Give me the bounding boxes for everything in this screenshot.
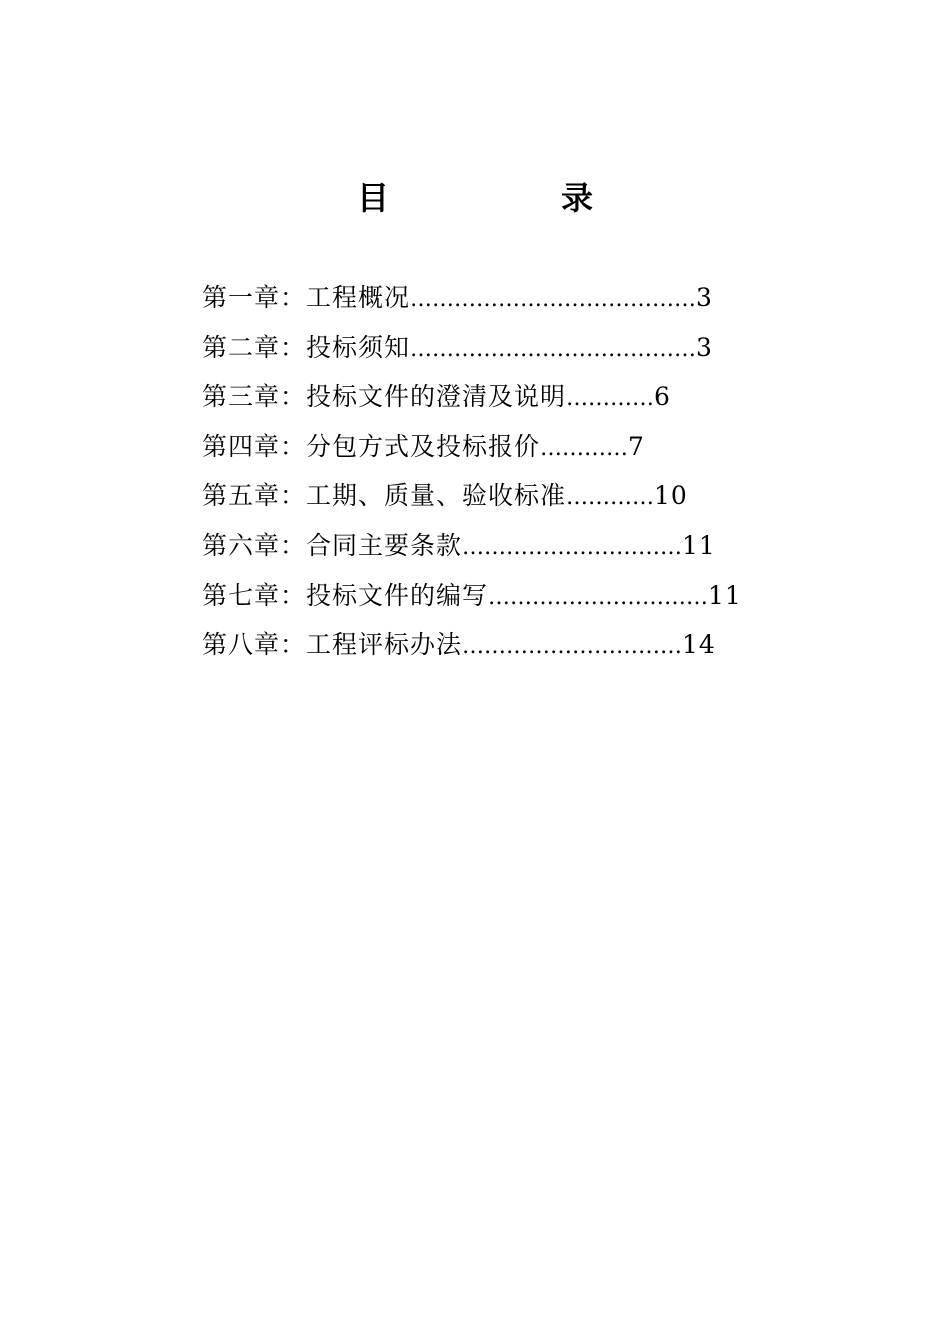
toc-entry-2[interactable] [202, 326, 742, 376]
toc-page-number: 10 [654, 481, 688, 511]
toc-leader: ………… [540, 435, 629, 461]
toc-chapter: 第四章： [202, 431, 307, 461]
toc-leader: ………………………………… [410, 287, 697, 312]
toc-chapter: 第六章： [202, 530, 307, 560]
toc-entry-5[interactable] [202, 474, 742, 524]
toc-entry-title: 工程评标办法 [306, 630, 463, 660]
toc-page-number: 11 [682, 530, 716, 560]
toc-entry-1[interactable] [202, 276, 742, 326]
toc-entry-title: 投标文件的澄清及说明 [306, 382, 567, 412]
toc-chapter: 第七章： [202, 580, 307, 610]
toc-leader: ………………………………… [410, 336, 697, 362]
toc-leader: ………………………… [462, 634, 683, 660]
toc-entry-7[interactable] [202, 574, 742, 624]
toc-chapter: 第三章： [202, 382, 307, 412]
toc-leader: ………………………… [488, 584, 709, 610]
toc-page-number: 11 [708, 580, 742, 610]
toc-list [202, 276, 742, 673]
toc-entry-title: 工期、质量、验收标准 [306, 481, 567, 511]
toc-chapter: 第二章： [202, 332, 307, 362]
toc-leader: ………… [566, 386, 655, 412]
toc-entry-6[interactable] [202, 524, 742, 574]
toc-leader: ………………………… [462, 534, 683, 560]
toc-entry-8[interactable] [202, 623, 742, 673]
toc-page-number: 7 [628, 431, 645, 461]
toc-entry-title: 工程概况 [306, 283, 411, 312]
toc-page-number: 6 [654, 382, 671, 412]
toc-chapter: 第一章： [202, 283, 307, 312]
toc-title: 目 录 [356, 179, 663, 217]
toc-page-number: 14 [682, 630, 716, 660]
toc-entry-title: 分包方式及投标报价 [306, 431, 541, 461]
toc-entry-4[interactable] [202, 425, 742, 475]
toc-page-number: 3 [696, 332, 713, 362]
toc-entry-title: 投标须知 [306, 332, 411, 362]
toc-entry-title: 投标文件的编写 [306, 580, 489, 610]
toc-chapter: 第八章： [202, 630, 307, 660]
toc-leader: ………… [566, 485, 655, 511]
toc-page-number: 3 [696, 283, 713, 312]
toc-entry-3[interactable] [202, 375, 742, 425]
toc-chapter: 第五章： [202, 481, 307, 511]
toc-entry-title: 合同主要条款 [306, 530, 463, 560]
